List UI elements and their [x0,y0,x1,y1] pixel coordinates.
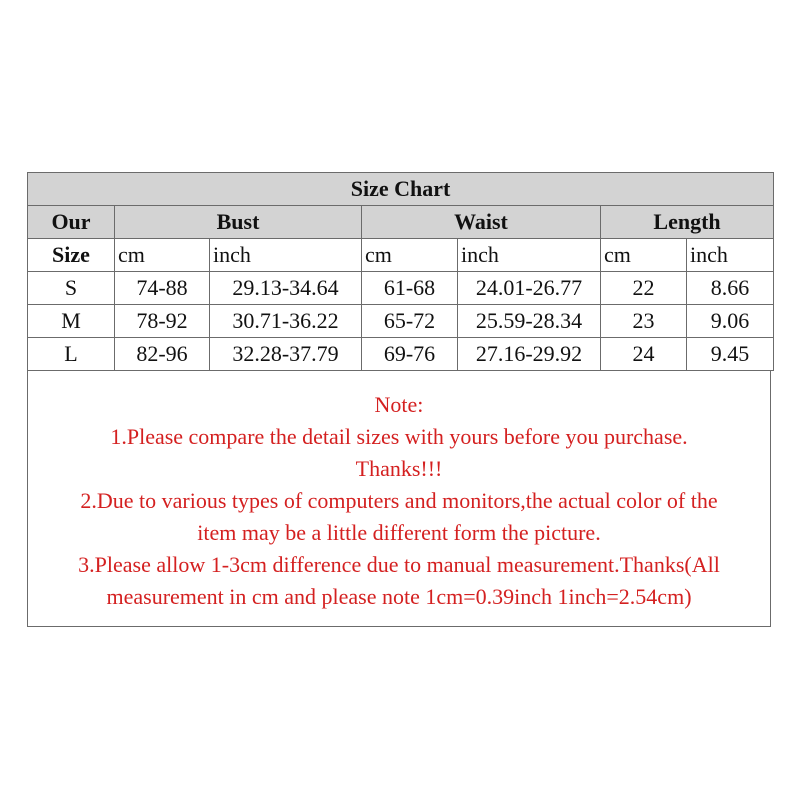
waist-header: Waist [362,206,601,239]
size-label: L [28,338,115,371]
note-line: 3.Please allow 1-3cm difference due to manual measurement.Thanks(All [78,552,720,577]
bust-inch-value: 30.71-36.22 [210,305,362,338]
table-row [28,338,774,371]
waist-inch-value: 27.16-29.92 [458,338,601,371]
length-inch-value: 9.45 [687,338,774,371]
size-table [27,172,774,371]
bust-cm-value: 82-96 [115,338,210,371]
our-size-header-bottom: Size [28,239,115,272]
note-heading: Note: [374,392,424,417]
unit-length-inch: inch [687,239,774,272]
length-cm-value: 22 [601,272,687,305]
chart-title: Size Chart [28,173,774,206]
length-header: Length [601,206,774,239]
length-inch-value: 8.66 [687,272,774,305]
size-label: M [28,305,115,338]
waist-cm-value: 61-68 [362,272,458,305]
size-chart [27,172,773,627]
title-row [28,173,774,206]
length-cm-value: 24 [601,338,687,371]
note-line: Thanks!!! [355,456,443,481]
group-header-row [28,206,774,239]
table-row [28,272,774,305]
table-row [28,305,774,338]
length-cm-value: 23 [601,305,687,338]
bust-cm-value: 74-88 [115,272,210,305]
notes-box [27,371,771,627]
unit-waist-inch: inch [458,239,601,272]
unit-bust-cm: cm [115,239,210,272]
our-size-header-top: Our [28,206,115,239]
waist-inch-value: 25.59-28.34 [458,305,601,338]
unit-length-cm: cm [601,239,687,272]
bust-header: Bust [115,206,362,239]
note-line: item may be a little different form the picture. [197,520,601,545]
bust-cm-value: 78-92 [115,305,210,338]
note-line: 1.Please compare the detail sizes with yours before you purchase. [110,424,688,449]
bust-inch-value: 29.13-34.64 [210,272,362,305]
note-line: 2.Due to various types of computers and monitors,the actual color of the [80,488,718,513]
length-inch-value: 9.06 [687,305,774,338]
note-line: measurement in cm and please note 1cm=0.39inch 1inch=2.54cm) [106,584,692,609]
waist-cm-value: 69-76 [362,338,458,371]
size-label: S [28,272,115,305]
bust-inch-value: 32.28-37.79 [210,338,362,371]
waist-inch-value: 24.01-26.77 [458,272,601,305]
unit-header-row [28,239,774,272]
waist-cm-value: 65-72 [362,305,458,338]
unit-bust-inch: inch [210,239,362,272]
unit-waist-cm: cm [362,239,458,272]
